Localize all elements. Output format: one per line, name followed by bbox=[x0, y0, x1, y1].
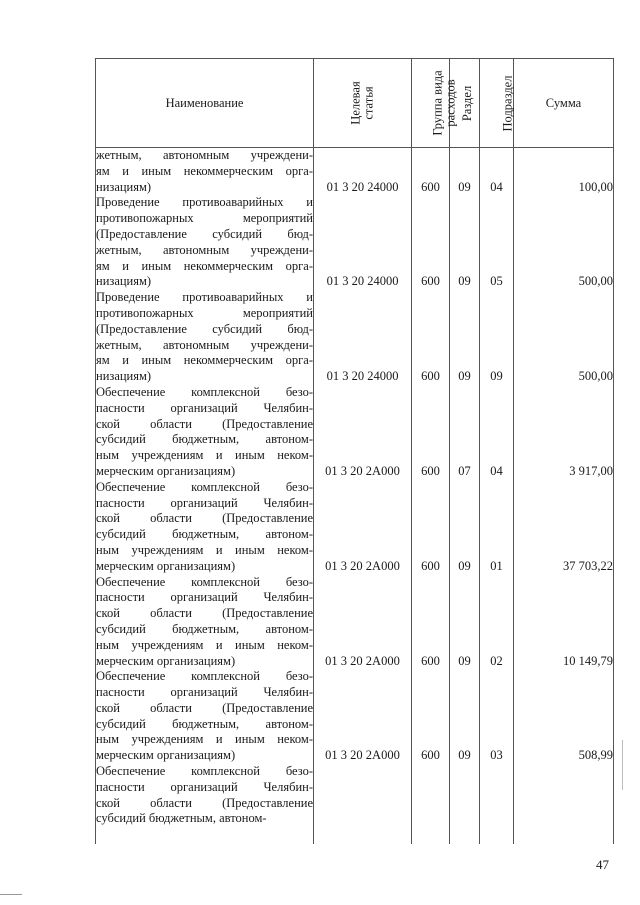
name-line: ям и иным некоммерческим орга- bbox=[96, 353, 313, 368]
name-line: субсидий бюджетным, автоном- bbox=[96, 811, 267, 826]
page-number: 47 bbox=[596, 857, 609, 872]
header-target-article: Целевая статья bbox=[314, 59, 412, 148]
name-line: (Предоставление субсидий бюд- bbox=[96, 226, 313, 241]
row-name bbox=[96, 764, 314, 844]
name-line: низациям) bbox=[96, 179, 152, 194]
expense-group: 600 bbox=[412, 669, 450, 764]
section: 09 bbox=[450, 480, 480, 575]
subsection: 02 bbox=[480, 575, 514, 670]
empty-cell bbox=[514, 764, 614, 844]
expense-group: 600 bbox=[412, 480, 450, 575]
name-line: Обеспечение комплексной безо- bbox=[96, 669, 313, 684]
empty-cell bbox=[412, 764, 450, 844]
row-name bbox=[96, 669, 314, 764]
name-line: ям и иным некоммерческим орга- bbox=[96, 163, 313, 178]
name-line: ской области (Предоставление bbox=[96, 511, 313, 526]
subsection: 09 bbox=[480, 290, 514, 385]
table-body bbox=[96, 148, 614, 845]
name-line: пасности организаций Челябин- bbox=[96, 685, 313, 700]
name-line: ской области (Предоставление bbox=[96, 606, 313, 621]
header-expense-group: Группа вида расходов bbox=[412, 59, 450, 148]
sum: 500,00 bbox=[514, 195, 614, 290]
target-article: 01 3 20 2А000 bbox=[314, 575, 412, 670]
name-line: пасности организаций Челябин- bbox=[96, 400, 313, 415]
table-row bbox=[96, 195, 614, 290]
row-name bbox=[96, 480, 314, 575]
sum: 500,00 bbox=[514, 290, 614, 385]
name-line: ным учреждениям и иным неком- bbox=[96, 732, 313, 747]
name-line: низациям) bbox=[96, 274, 152, 289]
name-line: жетным, автономным учреждени- bbox=[96, 337, 313, 352]
table-row bbox=[96, 575, 614, 670]
name-line: ным учреждениям и иным неком- bbox=[96, 542, 313, 557]
name-line: субсидий бюджетным, автоном- bbox=[96, 716, 313, 731]
row-name bbox=[96, 385, 314, 480]
name-line: мерческим организациям) bbox=[96, 653, 236, 668]
expense-group: 600 bbox=[412, 385, 450, 480]
target-article: 01 3 20 24000 bbox=[314, 148, 412, 196]
name-line: Обеспечение комплексной безо- bbox=[96, 384, 313, 399]
row-name bbox=[96, 575, 314, 670]
name-line: Проведение противоаварийных и bbox=[96, 195, 313, 210]
row-name bbox=[96, 148, 314, 196]
table-header-row bbox=[96, 59, 614, 148]
name-line: противопожарных мероприятий bbox=[96, 211, 313, 226]
section: 09 bbox=[450, 148, 480, 196]
name-line: низациям) bbox=[96, 369, 152, 384]
name-line: пасности организаций Челябин- bbox=[96, 495, 313, 510]
name-line: мерческим организациям) bbox=[96, 463, 236, 478]
name-line: Обеспечение комплексной безо- bbox=[96, 764, 313, 779]
section: 09 bbox=[450, 669, 480, 764]
target-article: 01 3 20 24000 bbox=[314, 290, 412, 385]
name-line: пасности организаций Челябин- bbox=[96, 779, 313, 794]
table-row bbox=[96, 764, 614, 844]
header-name: Наименование bbox=[96, 59, 314, 148]
table-row bbox=[96, 669, 614, 764]
name-line: ным учреждениям и иным неком- bbox=[96, 448, 313, 463]
name-line: жетным, автономным учреждени- bbox=[96, 242, 313, 257]
target-article: 01 3 20 2А000 bbox=[314, 480, 412, 575]
table-row bbox=[96, 385, 614, 480]
subsection: 04 bbox=[480, 385, 514, 480]
row-name bbox=[96, 195, 314, 290]
target-article: 01 3 20 2А000 bbox=[314, 669, 412, 764]
table-row bbox=[96, 148, 614, 196]
name-line: ской области (Предоставление bbox=[96, 416, 313, 431]
sum: 3 917,00 bbox=[514, 385, 614, 480]
name-line: субсидий бюджетным, автоном- bbox=[96, 621, 313, 636]
name-line: ным учреждениям и иным неком- bbox=[96, 637, 313, 652]
empty-cell bbox=[480, 764, 514, 844]
header-sum: Сумма bbox=[514, 59, 614, 148]
name-line: (Предоставление субсидий бюд- bbox=[96, 321, 313, 336]
name-line: пасности организаций Челябин- bbox=[96, 590, 313, 605]
section: 09 bbox=[450, 575, 480, 670]
empty-cell bbox=[450, 764, 480, 844]
expense-group: 600 bbox=[412, 290, 450, 385]
subsection: 05 bbox=[480, 195, 514, 290]
subsection: 01 bbox=[480, 480, 514, 575]
name-line: Обеспечение комплексной безо- bbox=[96, 479, 313, 494]
row-name bbox=[96, 290, 314, 385]
name-line: Проведение противоаварийных и bbox=[96, 290, 313, 305]
sum: 37 703,22 bbox=[514, 480, 614, 575]
scan-edge bbox=[0, 894, 22, 895]
name-line: жетным, автономным учреждени- bbox=[96, 148, 313, 162]
name-line: субсидий бюджетным, автоном- bbox=[96, 527, 313, 542]
name-line: противопожарных мероприятий bbox=[96, 305, 313, 320]
scan-mark bbox=[622, 740, 623, 790]
name-line: ской области (Предоставление bbox=[96, 795, 313, 810]
sum: 508,99 bbox=[514, 669, 614, 764]
expense-group: 600 bbox=[412, 195, 450, 290]
name-line: мерческим организациям) bbox=[96, 748, 236, 763]
expense-group: 600 bbox=[412, 148, 450, 196]
name-line: субсидий бюджетным, автоном- bbox=[96, 432, 313, 447]
subsection: 04 bbox=[480, 148, 514, 196]
sum: 10 149,79 bbox=[514, 575, 614, 670]
name-line: мерческим организациям) bbox=[96, 558, 236, 573]
target-article: 01 3 20 2А000 bbox=[314, 385, 412, 480]
sum: 100,00 bbox=[514, 148, 614, 196]
name-line: ской области (Предоставление bbox=[96, 700, 313, 715]
expense-group: 600 bbox=[412, 575, 450, 670]
header-subsection: Подраздел bbox=[480, 59, 514, 148]
target-article: 01 3 20 24000 bbox=[314, 195, 412, 290]
table-row bbox=[96, 480, 614, 575]
empty-cell bbox=[314, 764, 412, 844]
table-row bbox=[96, 290, 614, 385]
name-line: Обеспечение комплексной безо- bbox=[96, 574, 313, 589]
section: 09 bbox=[450, 290, 480, 385]
name-line: ям и иным некоммерческим орга- bbox=[96, 258, 313, 273]
header-section: Раздел bbox=[450, 59, 480, 148]
section: 07 bbox=[450, 385, 480, 480]
budget-table bbox=[95, 58, 614, 844]
section: 09 bbox=[450, 195, 480, 290]
subsection: 03 bbox=[480, 669, 514, 764]
